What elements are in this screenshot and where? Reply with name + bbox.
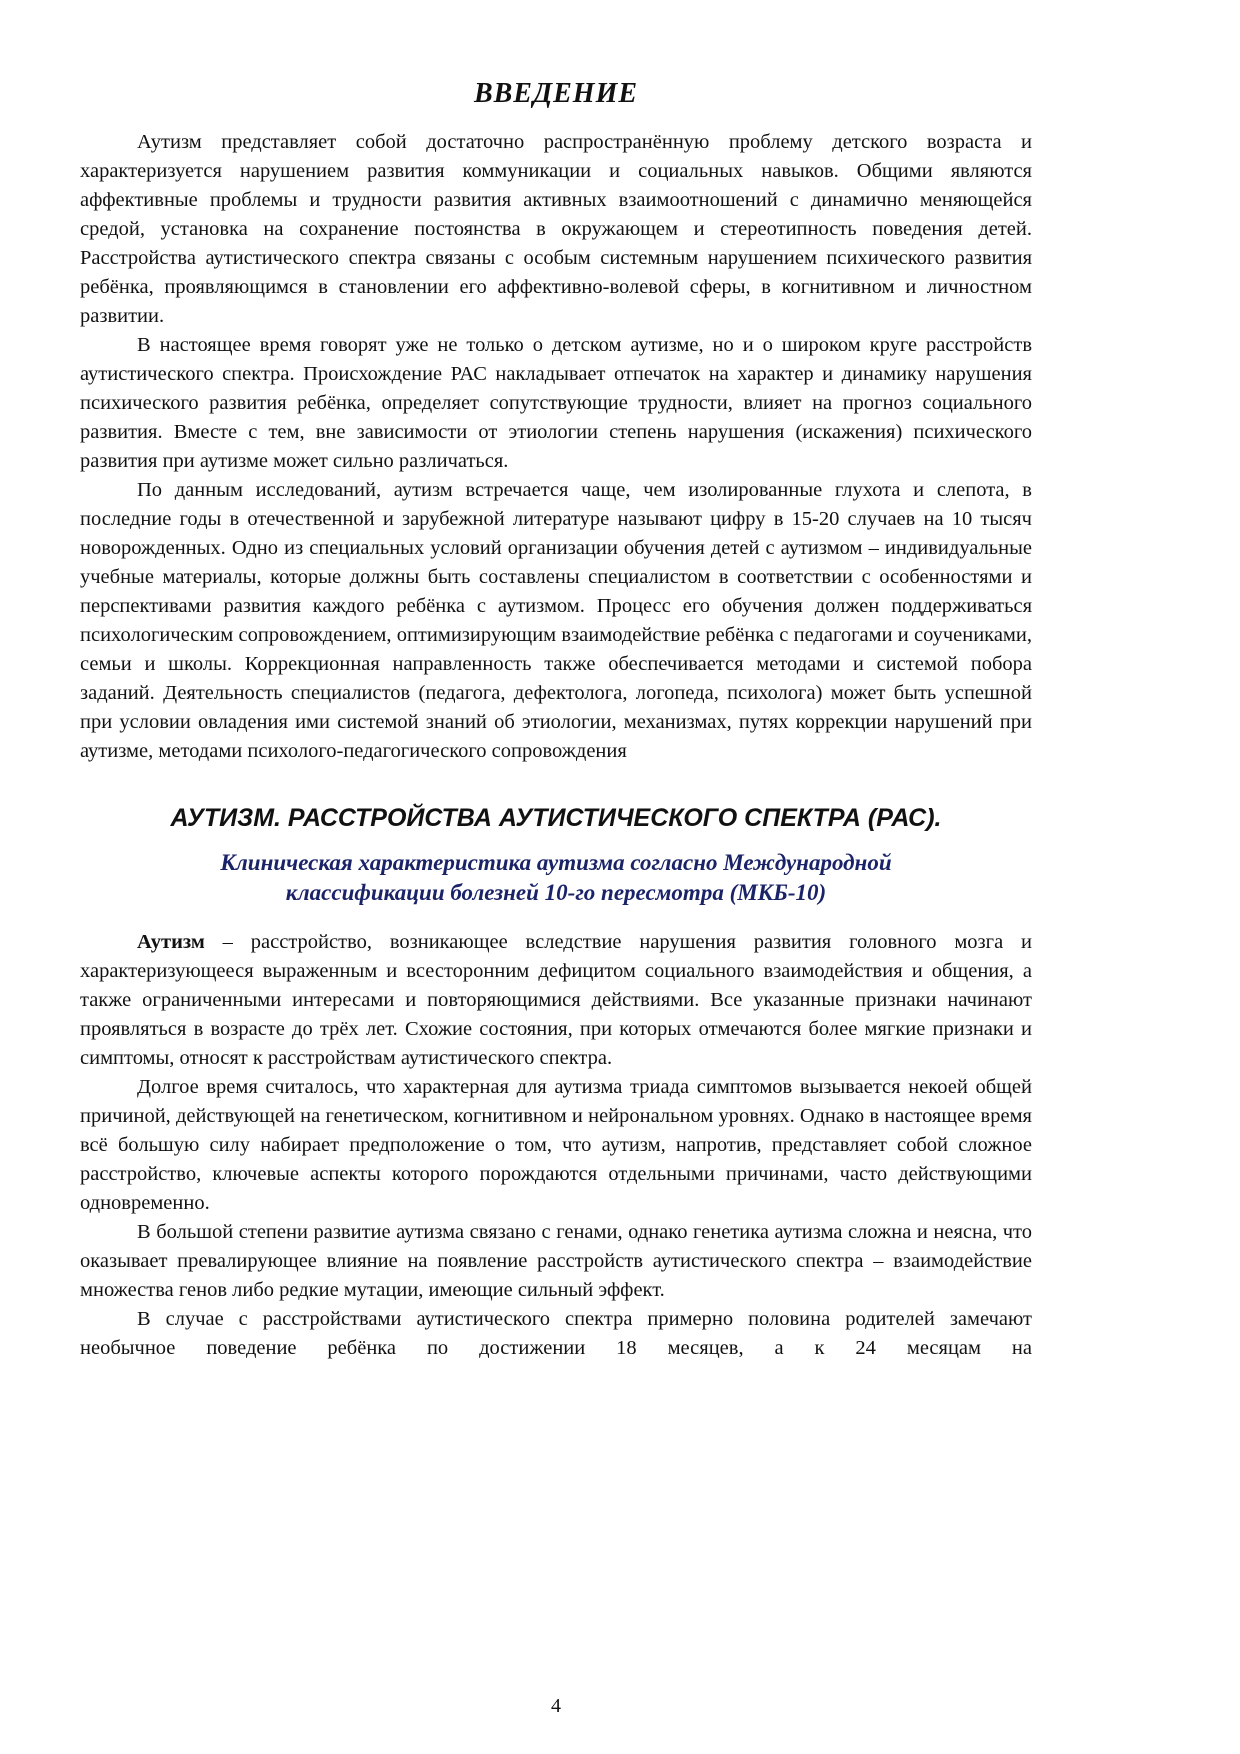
intro-paragraph-3: По данным исследований, аутизм встречается чаще, чем изолированные глухота и слепота, в последние годы в отечественной и зарубежной литературе называют цифру в 15-20 случаев на 10 тысяч новорожденных. Одно из специальных условий организации обучения детей с аутизмом – индивидуальные учебные материалы, которые должны быть составлены специалистом в соответствии с особенностями и перспективами развития каждого ребёнка с аутизмом. Процесс его обучения должен поддерживаться психологическим сопровождением, оптимизирующим взаимодействие ребёнка с педагогами и соучениками, семьи и школы. Коррекционная направленность также обеспечивается методами и системой побора заданий. Деятельность специалистов (педагога, дефектолога, логопеда, психолога) может быть успешной при условии овладения ими системой знаний об этиологии, механизмах, путях коррекции нарушений при аутизме, методами психолого-педагогического сопровождения xyxy=(80,479,1032,762)
intro-paragraph-1: Аутизм представляет собой достаточно распространённую проблему детского возраста и характеризуется нарушением развития коммуникации и социальных навыков. Общими являются аффективные проблемы и трудности развития активных взаимоотношений с динамично меняющейся средой, установка на сохранение постоянства в окружающем и стереотипность поведения детей. Расстройства аутистического спектра связаны с особым системным нарушением психического развития ребёнка, проявляющимся в становлении его аффективно-волевой сферы, в когнитивном и личностном развитии. xyxy=(80,131,1032,327)
page-number: 4 xyxy=(551,1695,561,1717)
sub-heading-line-1: Клиническая характеристика аутизма согласно Международной xyxy=(220,850,892,875)
text-block xyxy=(80,78,1032,1363)
body-paragraph-3: В случае с расстройствами аутистического спектра примерно половина родителей замечают необычное поведение ребёнка по достижении 18 месяцев, а к 24 месяцам на xyxy=(80,1308,1032,1359)
section-heading: АУТИЗМ. РАССТРОЙСТВА АУТИСТИЧЕСКОГО СПЕКТРА (РАС). xyxy=(170,804,942,832)
sub-heading xyxy=(80,848,1032,908)
definition-text: – расстройство, возникающее вследствие нарушения развития головного мозга и характеризующееся выраженным и всесторонним дефицитом социального взаимодействия и общения, а также ограниченными интересами и повторяющимися действиями. Все указанные признаки начинают проявляться в возрасте до трёх лет. Схожие состояния, при которых отмечаются более мягкие признаки и симптомы, относят к расстройствам аутистического спектра. xyxy=(80,931,1032,1069)
term-autism: Аутизм xyxy=(137,931,205,953)
definition-paragraph xyxy=(80,928,1032,1073)
sub-heading-line-2: классификации болезней 10-го пересмотра (МКБ-10) xyxy=(285,880,827,905)
intro-paragraph-2: В настоящее время говорят уже не только о детском аутизме, но и о широком круге расстройств аутистического спектра. Происхождение РАС накладывает отпечаток на характер и динамику нарушения психического развития ребёнка, определяет сопутствующие трудности, влияет на прогноз социального развития. Вместе с тем, вне зависимости от этиологии степень нарушения (искажения) психического развития при аутизме может сильно различаться. xyxy=(80,334,1032,472)
body-paragraph-1: Долгое время считалось, что характерная для аутизма триада симптомов вызывается некоей общей причиной, действующей на генетическом, когнитивном и нейрональном уровнях. Однако в настоящее время всё большую силу набирает предположение о том, что аутизм, напротив, представляет собой сложное расстройство, ключевые аспекты которого порождаются отдельными причинами, часто действующими одновременно. xyxy=(80,1076,1032,1214)
body-paragraph-2: В большой степени развитие аутизма связано с генами, однако генетика аутизма сложна и неясна, что оказывает превалирующее влияние на появление расстройств аутистического спектра – взаимодействие множества генов либо редкие мутации, имеющие сильный эффект. xyxy=(80,1221,1032,1301)
page-title: ВВЕДЕНИЕ xyxy=(473,78,639,109)
